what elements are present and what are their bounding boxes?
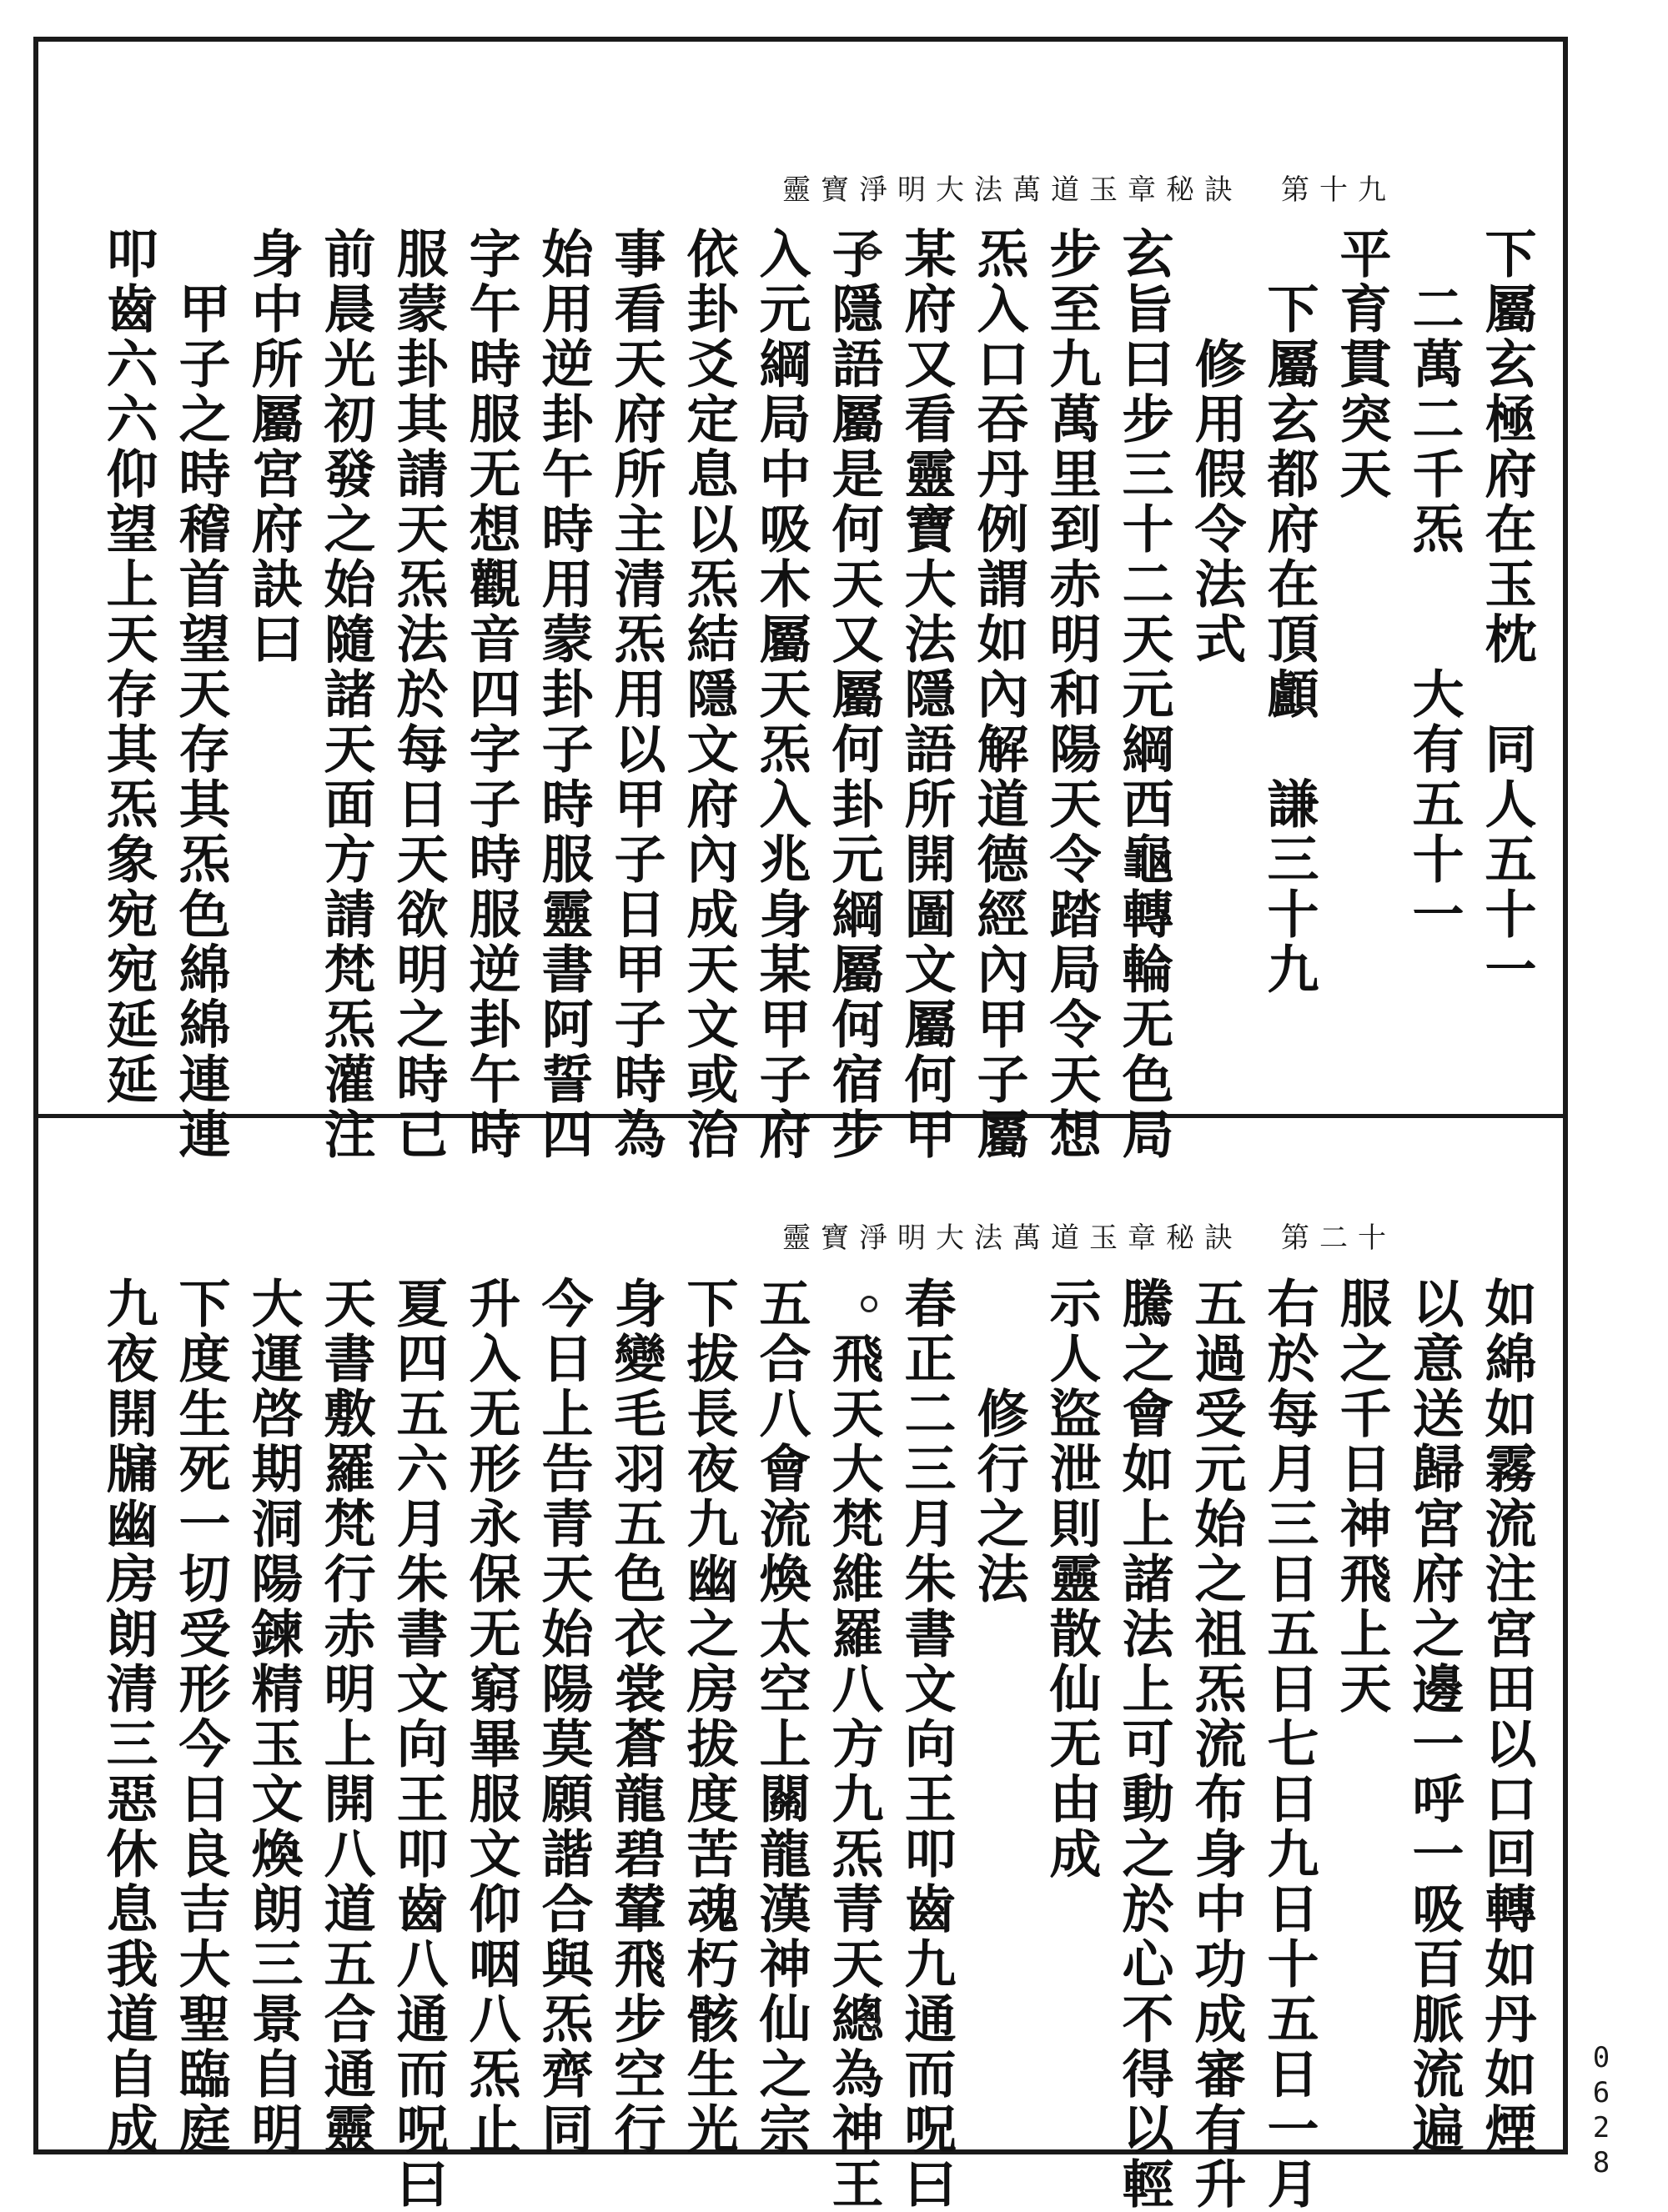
text-column: 玄旨曰步三十二天元綱西龜轉輪无色局 [1113,227,1174,1162]
text-column: 示人盜泄則靈散仙无由成 [1041,1277,1102,1882]
text-column: 始用逆卦午時用蒙卦子時服靈書阿誓四 [533,227,594,1162]
text-column: 身中所屬宮府訣曰 [243,227,304,667]
text-column: 依卦爻定息以炁結隱文府內成天文或治 [678,227,739,1162]
text-column: 如綿如霧流注宮田以口回轉如丹如煙 [1476,1277,1537,2157]
text-column: 五過受元始之祖炁流布身中功成審有升 [1186,1277,1247,2212]
text-column: 叩齒六六仰望上天存其炁象宛宛延延 [98,227,158,1107]
text-column: 以意送歸宮府之邊一呼一吸百脈流遍 [1404,1277,1465,2157]
page-number: 0628 [1585,2041,1618,2181]
text-column: 五合八會流煥太空上關龍漢神仙之宗 [751,1277,811,2157]
text-column: 炁入口吞丹例謂如內解道德經內甲子屬 [968,227,1029,1162]
text-column: 春正二三月朱書文向王叩齒九通而呪曰 [896,1277,957,2212]
top-page [38,42,1563,1162]
text-columns [92,1277,1563,2212]
text-column: 修用假令法式 [1186,227,1247,667]
text-column: 修行之法 [968,1277,1029,1607]
text-column: 下拔長夜九幽之房拔度苦魂朽骸生光 [678,1277,739,2157]
text-column: 騰之會如上諸法上可動之於心不得以輕 [1113,1277,1174,2212]
text-column: 升入无形永保无窮畢服文仰咽八炁止 [460,1277,521,2157]
text-column: 平育貫突天 [1331,227,1392,502]
circle-marker-icon [864,2012,881,2029]
text-column: 入元綱局中吸木屬天炁入兆身某甲子府 [751,227,811,1162]
text-column: 步至九萬里到赤明和陽天令踏局令天想 [1041,227,1102,1162]
circle-marker-icon [861,1019,877,1036]
circle-marker-icon [861,243,877,260]
text-column: 夏四五六月朱書文向王叩齒八通而呪曰 [388,1277,449,2212]
text-column: 前晨光初發之始隨諸天面方請梵炁灌注 [315,227,376,1162]
text-column: 事看天府所主清炁用以甲子日甲子時為 [605,227,666,1162]
text-column: 右於每月三日五日七日九日十五日一月 [1259,1277,1319,2212]
text-columns [92,227,1563,1162]
text-column: 下屬玄都府在頂顱 謙三十九 [1259,227,1319,997]
text-column: 甲子之時稽首望天存其炁色綿綿連連 [170,227,231,1162]
text-column: 子隱語屬是何天又屬何卦元綱屬何宿步 [823,227,884,1162]
text-column: 服蒙卦其請天炁法於每日天欲明之時已 [388,227,449,1162]
text-column: 飛天大梵維羅八方九炁青天總為神王 [823,1277,884,2212]
bottom-page [38,1118,1563,2212]
text-column: 九夜開牖幽房朗清三惡休息我道自成 [98,1277,158,2157]
text-column: 身變毛羽五色衣裳蒼龍碧輦飛步空行 [605,1277,666,2157]
page-header: 靈寶淨明大法萬道玉章秘訣 第二十 [782,1221,1396,1255]
text-column: 服之千日神飛上天 [1331,1277,1392,1717]
text-column: 字午時服无想觀音四字子時服逆卦午時 [460,227,521,1162]
text-column: 下度生死一切受形今日良吉大聖臨庭 [170,1277,231,2157]
page-header: 靈寶淨明大法萬道玉章秘訣 第十九 [782,173,1396,207]
text-column: 某府又看靈寶大法隱語所開圖文屬何甲 [896,227,957,1162]
circle-marker-icon [861,1296,877,1312]
text-column: 下屬玄極府在玉枕 同人五十一 [1476,227,1537,997]
text-column: 天書敷羅梵行赤明上開八道五合通靈 [315,1277,376,2157]
text-column: 二萬二千炁 大有五十一 [1404,227,1465,942]
text-column: 今日上告青天始陽莫願諧合與炁齊同 [533,1277,594,2157]
text-column: 大運啓期洞陽鍊精玉文煥朗三景自明 [243,1277,304,2157]
